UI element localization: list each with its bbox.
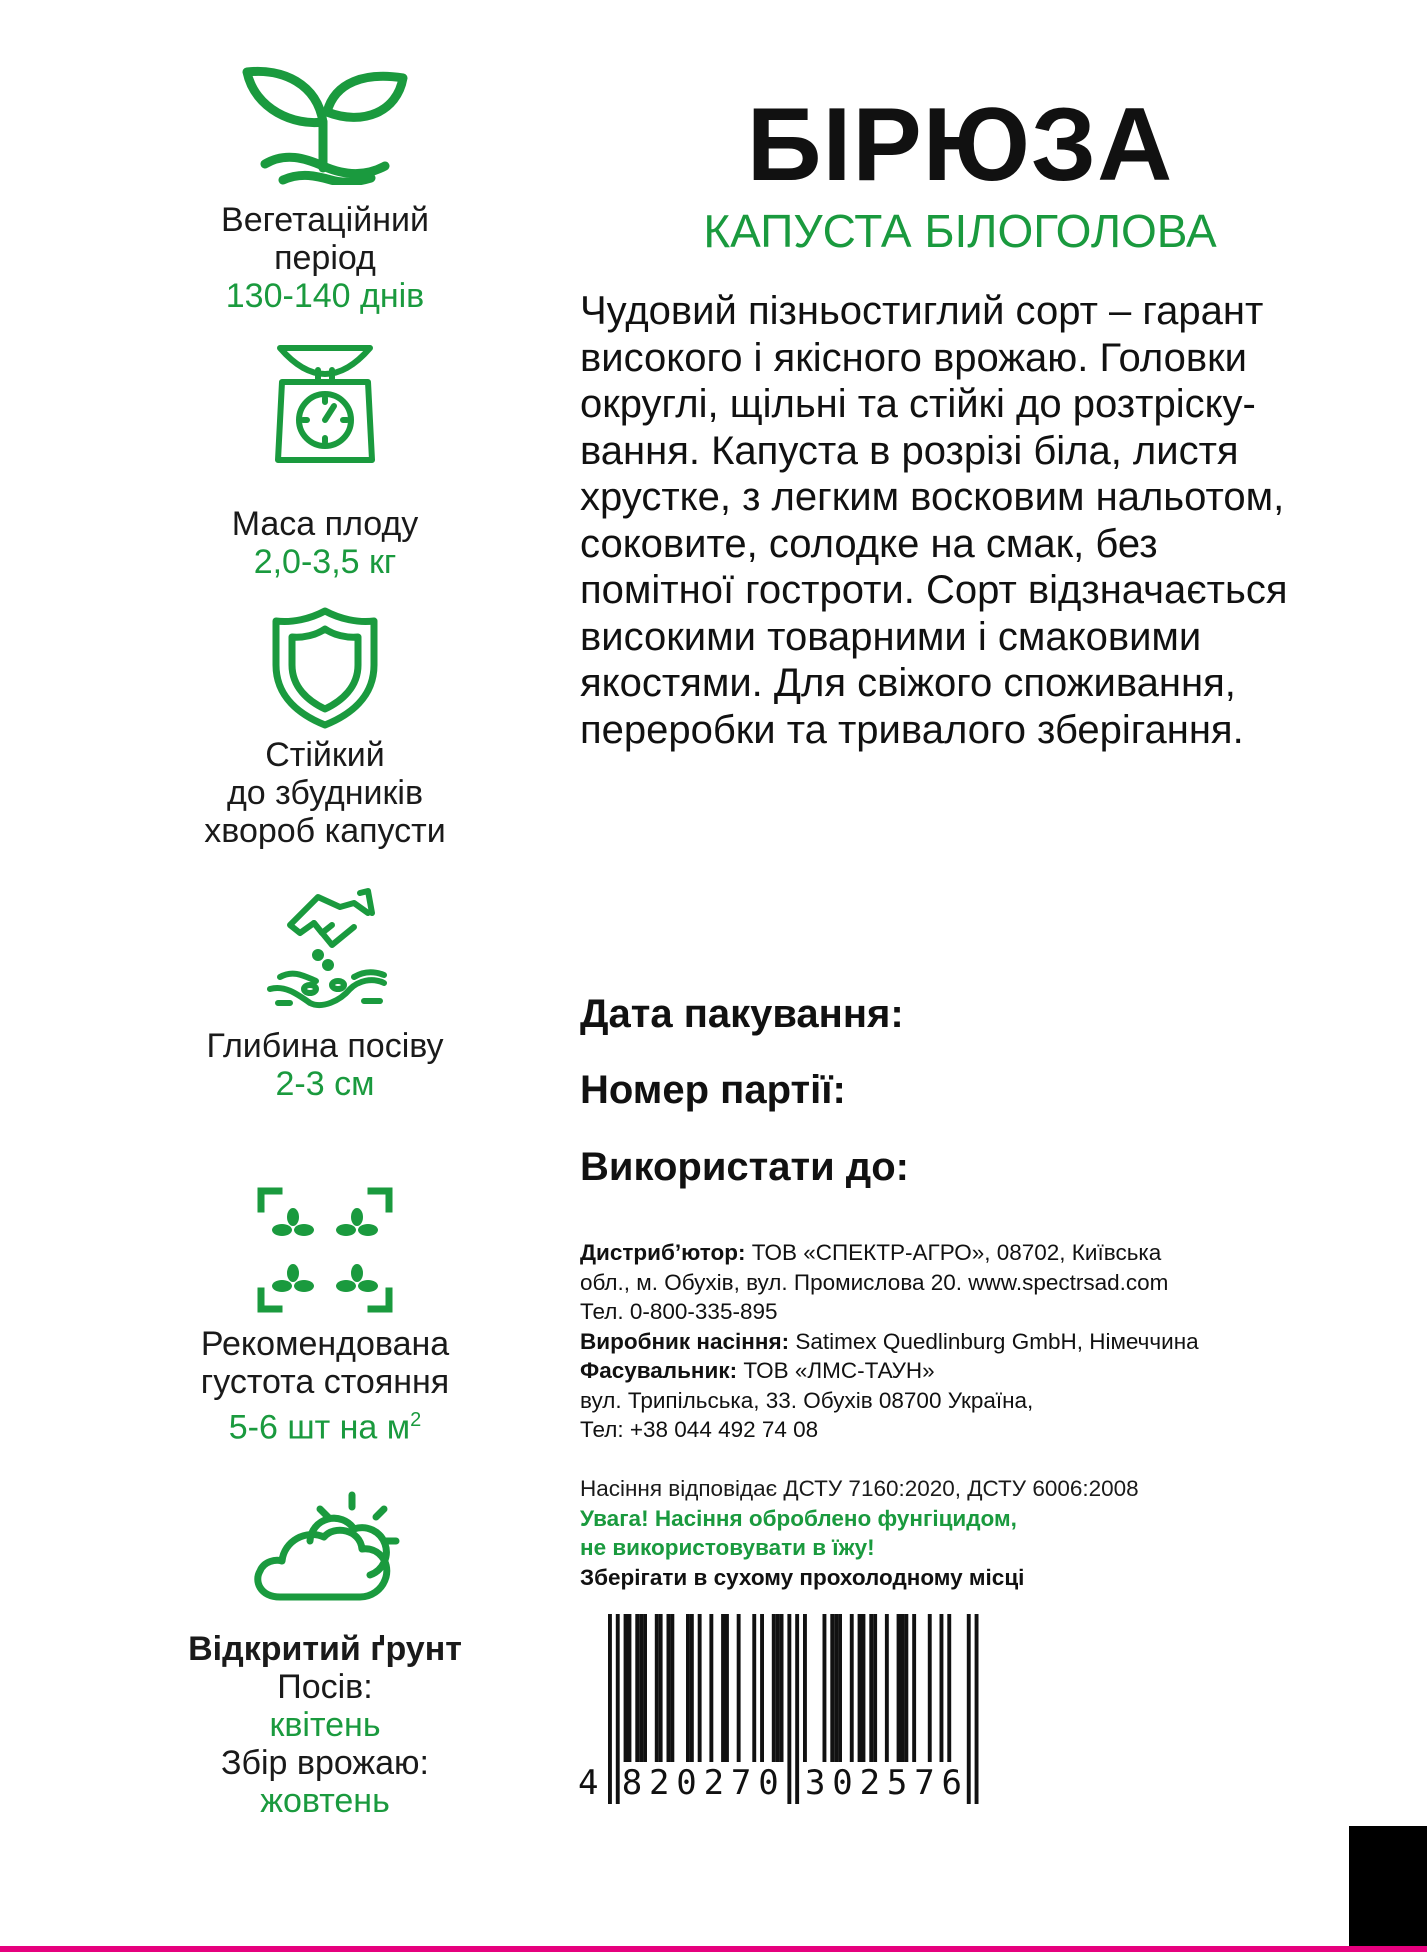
- mass-label: Маса плоду: [231, 505, 419, 543]
- barcode-bar: [803, 1614, 807, 1762]
- resistance-label-2: до збудників: [226, 774, 424, 812]
- harvest-value: жовтень: [260, 1782, 390, 1820]
- description-line: Чудовий пізньостиглий сорт – гарант: [580, 289, 1264, 333]
- barcode-bar: [772, 1614, 776, 1762]
- barcode-digit: 2: [859, 1763, 881, 1803]
- barcode-bar: [885, 1614, 889, 1762]
- barcode-bar: [686, 1614, 690, 1762]
- description-line: хрустке, з легким восковим нальотом,: [580, 475, 1285, 519]
- barcode-bar: [862, 1614, 866, 1762]
- producer-line: Виробник насіння: Satimex Quedlinburg GmbH, Німеччина: [580, 1328, 1199, 1354]
- distributor-line: Дистриб’ютор: ТОВ «СПЕКТР-АГРО», 08702, Київська: [580, 1240, 1162, 1265]
- barcode-bar: [635, 1614, 639, 1762]
- product-description: [580, 288, 1370, 753]
- barcode-digit: 6: [941, 1763, 962, 1803]
- sprout-icon: [235, 60, 415, 185]
- feature-resistance: [140, 605, 510, 850]
- distributor-address: обл., м. Обухів, вул. Промислова 20. www.spectrsad.com: [580, 1269, 1169, 1295]
- barcode-bar: [834, 1614, 838, 1762]
- barcode-bar: [608, 1614, 612, 1804]
- barcode-bar: [975, 1614, 979, 1804]
- warning-line-1: Увага! Насіння оброблено фунгіцидом,: [580, 1505, 1017, 1531]
- feature-open-ground: [140, 1485, 510, 1820]
- barcode-digit: 7: [730, 1763, 752, 1803]
- mass-value: 2,0-3,5 кг: [253, 543, 397, 581]
- description-line: соковите, солодке на смак, без: [580, 521, 1158, 566]
- sowing-hand-icon: [260, 885, 390, 1015]
- barcode-bar: [667, 1614, 671, 1762]
- barcode-bar: [655, 1614, 659, 1762]
- barcode-bar: [858, 1614, 862, 1762]
- use-by-field: Використати до:: [580, 1145, 909, 1189]
- barcode-digit: 2: [649, 1763, 670, 1803]
- packer-address: вул. Трипільська, 33. Обухів 08700 Україна,: [580, 1387, 1034, 1413]
- product-title: БІРЮЗА: [746, 87, 1174, 203]
- sun-cloud-icon: [250, 1485, 400, 1610]
- barcode-digit: 0: [758, 1763, 779, 1803]
- product-subtitle: КАПУСТА БІЛОГОЛОВА: [703, 205, 1217, 257]
- description-line: помітної гостроти. Сорт відзначається: [580, 568, 1288, 612]
- packer-line: Фасувальник: ТОВ «ЛМС-ТАУН»: [580, 1358, 935, 1383]
- standard-note: Насіння відповідає ДСТУ 7160:2020, ДСТУ 6006:2008: [580, 1476, 1139, 1501]
- barcode-bar: [940, 1614, 944, 1762]
- description-line: високого і якісного врожаю. Головки: [580, 335, 1248, 380]
- feature-depth: [140, 885, 510, 1103]
- warning-line-2: не використовувати в їжу!: [580, 1535, 875, 1560]
- barcode-bar: [776, 1614, 780, 1762]
- barcode-bar: [659, 1614, 663, 1762]
- barcode-bar: [904, 1614, 908, 1762]
- barcode-bar: [780, 1614, 784, 1762]
- barcode-bar: [928, 1614, 932, 1762]
- barcode-bar: [698, 1614, 702, 1762]
- barcode-bar: [901, 1614, 905, 1762]
- vegetation-value: 130-140 днів: [225, 277, 425, 315]
- barcode-digit: 2: [703, 1763, 725, 1803]
- distributor-info: [580, 1238, 1340, 1445]
- barcode-bar: [967, 1614, 971, 1804]
- barcode-bar: [709, 1614, 713, 1762]
- barcode-digit: 7: [914, 1763, 935, 1803]
- barcode-bar: [912, 1614, 916, 1762]
- barcode-bar: [737, 1614, 741, 1762]
- pack-date-field: Дата пакування:: [580, 992, 904, 1036]
- description-line: високими товарними і смаковими: [580, 614, 1202, 659]
- barcode-bar: [760, 1614, 764, 1762]
- storage-note: Зберігати в сухому прохолодному місці: [580, 1564, 1025, 1590]
- barcode-bar: [721, 1614, 725, 1762]
- description-line: переробки та тривалого зберігання.: [580, 707, 1244, 752]
- barcode-bar: [670, 1614, 674, 1762]
- depth-label: Глибина посіву: [206, 1027, 444, 1065]
- description-line: вання. Капуста в розрізі біла, листя: [580, 428, 1239, 473]
- barcode-digit: 0: [832, 1763, 853, 1803]
- barcode-bar: [897, 1614, 901, 1762]
- feature-vegetation: [140, 60, 510, 315]
- barcode-bar: [624, 1614, 628, 1762]
- sowing-label: Посів:: [277, 1668, 373, 1706]
- description-line: округлі, щільні та стійкі до розтріску-: [580, 382, 1256, 426]
- resistance-label-3: хвороб капусти: [204, 812, 446, 850]
- barcode-bar: [616, 1614, 620, 1804]
- resistance-label-1: Стійкий: [265, 736, 385, 774]
- vegetation-label-1: Вегетаційний: [221, 201, 429, 239]
- feature-density: [140, 1185, 510, 1446]
- barcode-bar: [643, 1614, 647, 1762]
- barcode-bar: [850, 1614, 854, 1762]
- packer-phone: Тел: +38 044 492 74 08: [580, 1417, 819, 1442]
- barcode-bar: [823, 1614, 827, 1762]
- ground-heading: Відкритий ґрунт: [188, 1630, 462, 1668]
- description-line: якостями. Для свіжого споживання,: [580, 661, 1236, 705]
- shield-icon: [270, 605, 380, 730]
- barcode-bar: [752, 1614, 756, 1762]
- sowing-value: квітень: [269, 1706, 381, 1744]
- density-label-1: Рекомендована: [200, 1325, 450, 1363]
- barcode-digit: 5: [886, 1763, 908, 1803]
- barcode-bar: [869, 1614, 873, 1762]
- seed-notes: [580, 1474, 1340, 1592]
- feature-mass: [140, 340, 510, 581]
- distributor-phone: Тел. 0-800-335-895: [580, 1299, 778, 1324]
- barcode-digit: 8: [621, 1763, 643, 1803]
- barcode-bar: [628, 1614, 632, 1762]
- vegetation-label-2: період: [274, 239, 376, 277]
- scale-icon: [270, 340, 380, 465]
- barcode-bar: [795, 1614, 799, 1804]
- barcode-digit: 3: [805, 1763, 826, 1803]
- barcode-bar: [787, 1614, 791, 1804]
- black-marker: [1349, 1826, 1427, 1946]
- plant-grid-icon: [255, 1185, 395, 1315]
- barcode-bar: [838, 1614, 842, 1762]
- barcode-bar: [873, 1614, 877, 1762]
- depth-value: 2-3 см: [275, 1065, 375, 1103]
- accent-line: [0, 1946, 1427, 1952]
- barcode-bar: [947, 1614, 951, 1762]
- density-label-2: густота стояння: [200, 1363, 450, 1401]
- barcode-digit: 0: [676, 1763, 697, 1803]
- barcode-digit: 4: [578, 1763, 599, 1803]
- harvest-label: Збір врожаю:: [220, 1744, 430, 1782]
- barcode-bar: [830, 1614, 834, 1762]
- density-value: 5-6 шт на $м^2$: [228, 1408, 422, 1447]
- batch-number-field: Номер партії:: [580, 1068, 846, 1112]
- barcode-bar: [725, 1614, 729, 1762]
- barcode-bar: [690, 1614, 694, 1762]
- barcode-bar: [639, 1614, 643, 1762]
